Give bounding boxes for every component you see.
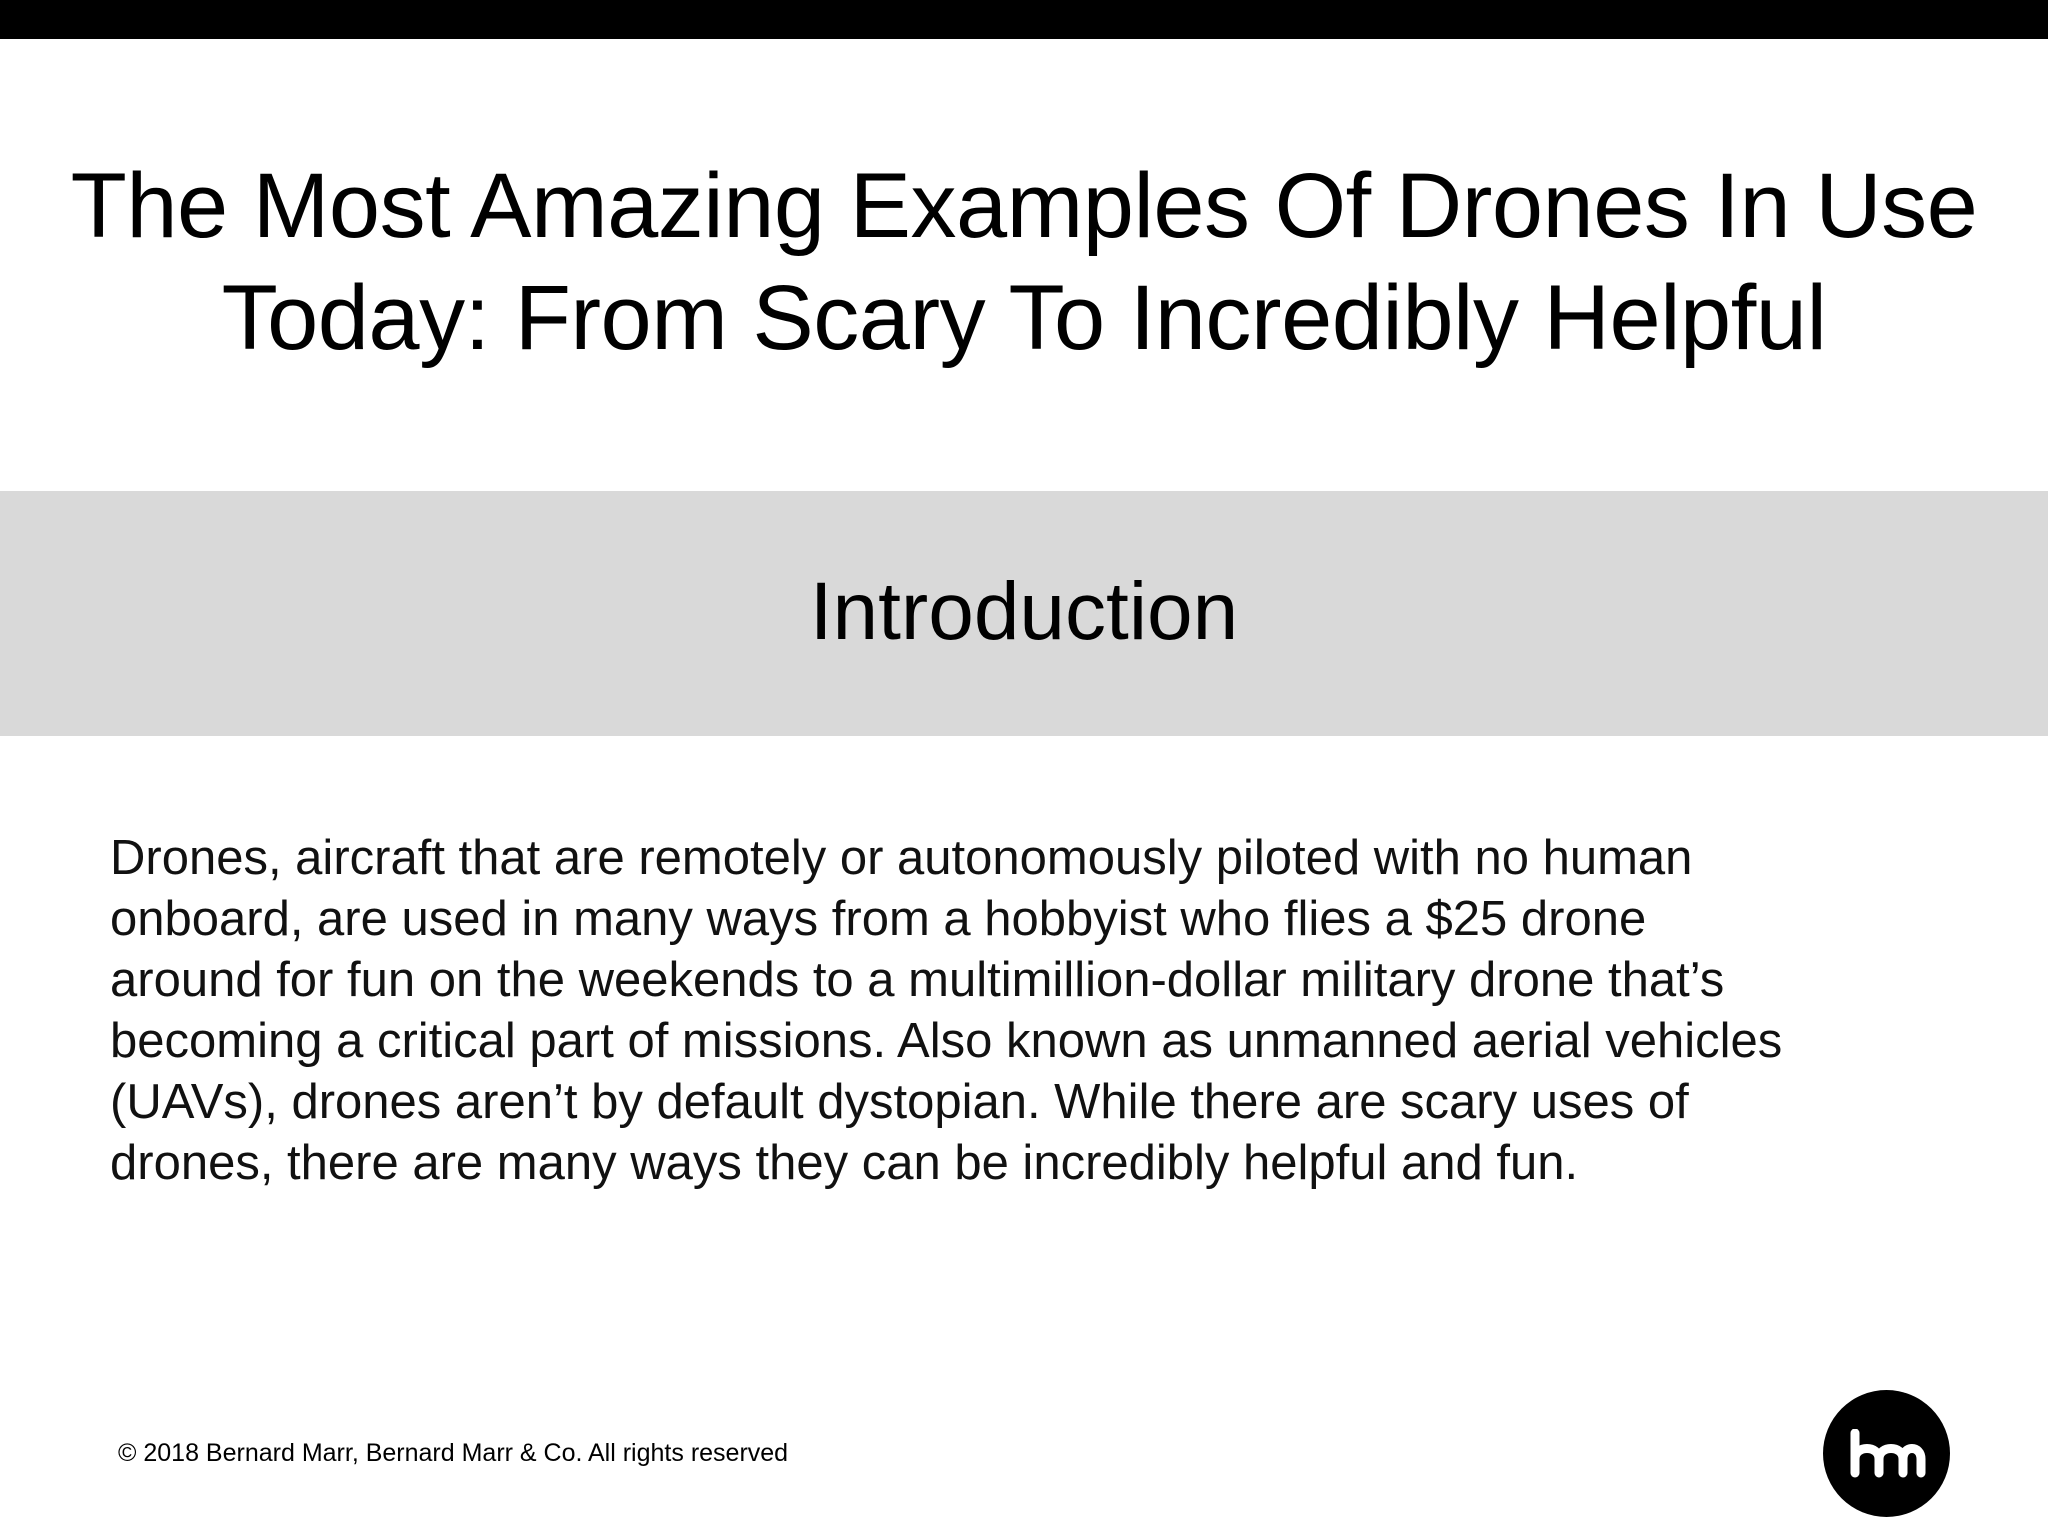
copyright-notice: © 2018 Bernard Marr, Bernard Marr & Co. All rights reserved bbox=[118, 1439, 789, 1467]
body-paragraph: Drones, aircraft that are remotely or autonomously piloted with no human onboard, are used in many ways from a hobbyist who flies a $25 drone around for fun on the weekends to a multimillion-dollar military drone that’s becoming a critical part of missions. Also known as unmanned aerial vehicles (UAVs), drones aren’t by default dystopian. While there are scary uses of drones, there are many ways they can be incredibly helpful and fun. bbox=[110, 831, 1783, 1190]
bm-logo-icon bbox=[1845, 1429, 1929, 1479]
slide-title: The Most Amazing Examples Of Drones In Use Today: From Scary To Incredibly Helpful bbox=[70, 155, 1978, 369]
top-bar bbox=[0, 0, 2048, 39]
section-heading: Introduction bbox=[809, 566, 1239, 657]
bm-logo bbox=[1823, 1390, 1950, 1517]
